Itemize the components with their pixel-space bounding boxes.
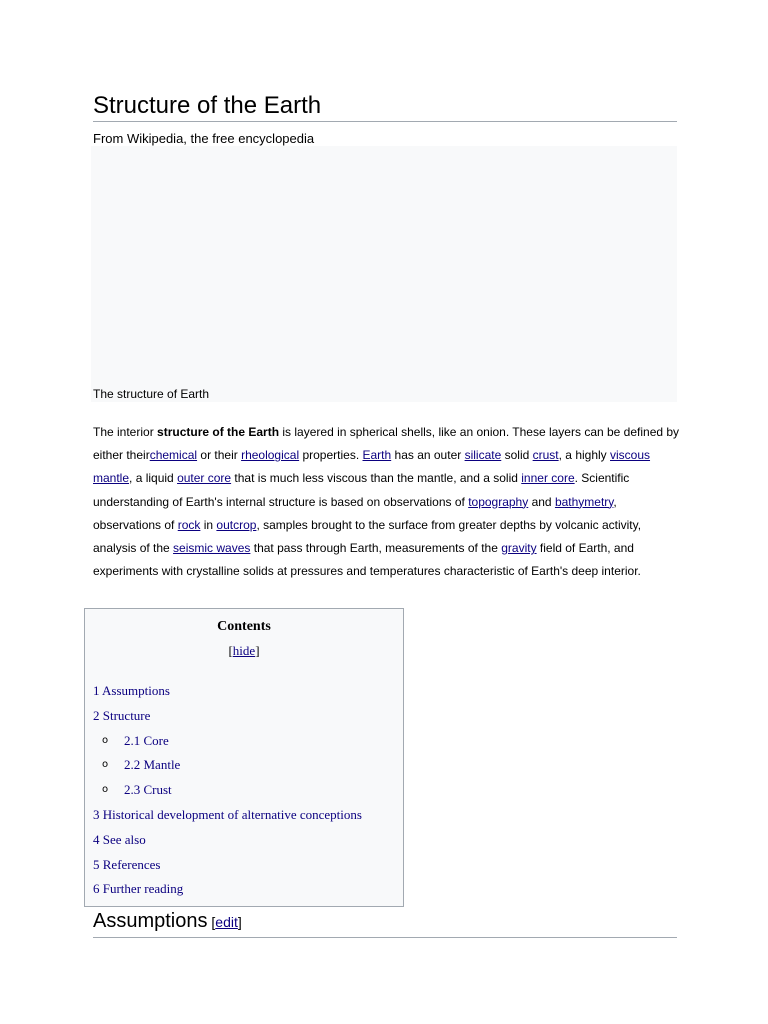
link-inner-core[interactable]: inner core (521, 471, 575, 486)
intro-text: that is much less viscous than the mantle, and a solid (231, 471, 522, 486)
link-chemical[interactable]: chemical (149, 448, 198, 463)
link-outer-core[interactable]: outer core (177, 471, 232, 486)
section-heading-assumptions (93, 908, 677, 938)
edit-link[interactable]: edit (215, 914, 238, 930)
link-gravity[interactable]: gravity (501, 541, 537, 556)
intro-text: is layered in spherical shells, like an onion. These layers can be defined by either their (93, 425, 680, 463)
toc-item-historical-development[interactable]: 3 Historical development of alternative conceptions (93, 806, 362, 822)
intro-text: , a liquid (129, 471, 178, 486)
toc-item-mantle[interactable] (93, 755, 362, 780)
toc-item-core[interactable] (93, 731, 362, 756)
figure-caption: The structure of Earth (93, 387, 210, 401)
intro-bold-term: structure of the Earth (157, 425, 280, 439)
intro-text: The interior (93, 425, 158, 439)
intro-text: field of Earth, and experiments with crystalline solids at pressures and temperatures characteristic of Earth's deep interior. (93, 541, 641, 579)
link-topography[interactable]: topography (468, 494, 529, 509)
intro-text: that pass through Earth, measurements of the (250, 541, 502, 556)
link-outcrop[interactable]: outcrop (216, 517, 257, 532)
link-bathymetry[interactable]: bathymetry (554, 494, 614, 509)
intro-text: properties. (299, 448, 363, 463)
toc-item-further-reading[interactable]: 6 Further reading (93, 881, 184, 897)
toc-list (93, 681, 362, 904)
section-heading-text: Assumptions (93, 910, 208, 932)
toc-bracket: [ (228, 643, 233, 658)
link-seismic-waves[interactable]: seismic waves (173, 541, 251, 556)
site-tagline: From Wikipedia, the free encyclopedia (93, 131, 315, 146)
link-mantle[interactable]: mantle (93, 471, 130, 486)
toc-item-see-also[interactable]: 4 See also (93, 831, 146, 847)
table-of-contents (84, 608, 404, 907)
link-rock[interactable]: rock (177, 517, 201, 532)
edit-bracket: ] (237, 914, 242, 930)
link-viscous[interactable]: viscous (610, 448, 651, 463)
edit-bracket: [ (207, 914, 216, 930)
toc-item-label: 2.2 Mantle (124, 757, 181, 773)
intro-text: and (528, 494, 555, 509)
toc-bracket: ] (255, 643, 260, 658)
intro-text: or their (197, 448, 242, 463)
toc-title: Contents (217, 619, 271, 634)
intro-paragraph (93, 421, 681, 583)
link-silicate[interactable]: silicate (464, 448, 502, 463)
link-rheological[interactable]: rheological (241, 448, 300, 463)
toc-item-references[interactable]: 5 References (93, 856, 161, 872)
bullet-icon: o (102, 759, 109, 771)
link-crust[interactable]: crust (532, 448, 559, 463)
toc-toggle (85, 643, 403, 659)
intro-text: in (200, 517, 217, 532)
toc-item-crust[interactable] (93, 780, 362, 805)
intro-text: has an outer (391, 448, 465, 463)
intro-text: , samples brought to the surface from greater depths by volcanic activity, analysis of the (93, 517, 642, 556)
bullet-icon: o (102, 734, 109, 746)
toc-item-assumptions[interactable]: 1 Assumptions (93, 683, 170, 698)
intro-text: . Scientific understanding of Earth's internal structure is based on observations of (93, 471, 630, 509)
intro-text: , observations of (93, 494, 617, 532)
toc-item-structure[interactable]: 2 Structure (93, 707, 151, 723)
link-earth[interactable]: Earth (362, 448, 392, 463)
edit-section (208, 914, 242, 930)
toc-item-label: 2.3 Crust (124, 782, 172, 798)
page-title: Structure of the Earth (93, 92, 677, 122)
earth-structure-figure (91, 146, 677, 402)
intro-text: solid (501, 448, 533, 463)
intro-text: , a highly (558, 448, 611, 463)
bullet-icon: o (102, 784, 109, 796)
toc-item-label: 2.1 Core (124, 732, 169, 748)
toc-hide-link[interactable]: hide (232, 643, 256, 658)
